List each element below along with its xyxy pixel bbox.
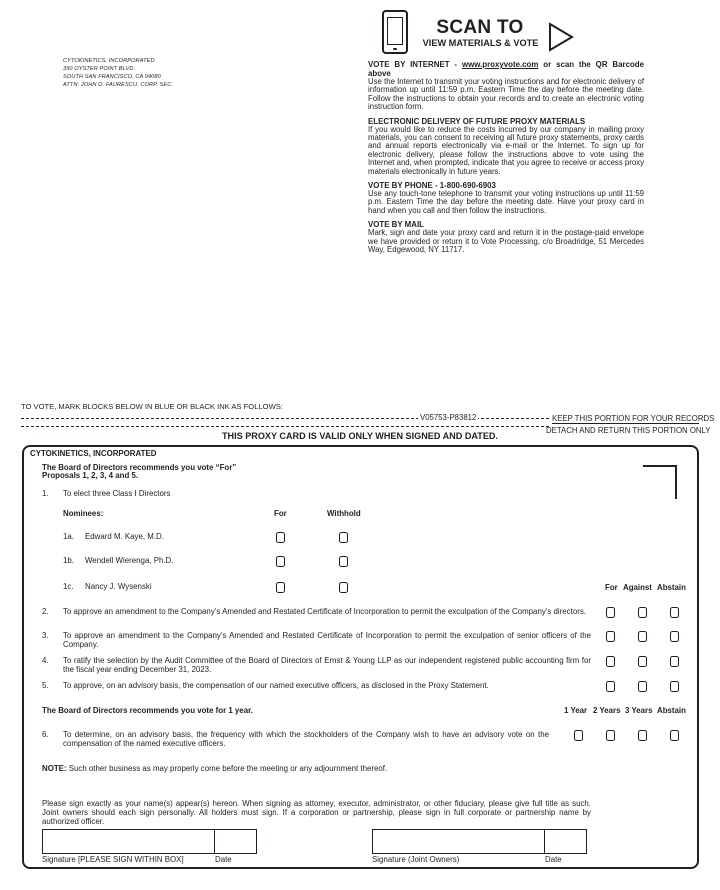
keep-portion-label: KEEP THIS PORTION FOR YOUR RECORDS [552, 414, 715, 423]
proposal-for-checkbox[interactable] [606, 607, 615, 618]
proposal-text: To elect three Class I Directors [63, 489, 171, 498]
company-name: CYTOKINETICS, INCORPORATED [30, 449, 157, 458]
nominee-withhold-checkbox[interactable] [339, 582, 348, 593]
phone-body: Use any touch-tone telephone to transmit your voting instructions up until 11:59 p.m. Eastern Time the day before the meeting date. Have your proxy card in hand when you call and then follow the instructions. [368, 189, 644, 215]
board-recommendation: The Board of Directors recommends you vote “For” [42, 463, 237, 472]
joint-signature-box[interactable] [372, 829, 545, 854]
for-column-label: For [274, 509, 287, 518]
address-line: CYTOKINETICS, INCORPORATED [63, 58, 155, 64]
date-box[interactable] [214, 829, 257, 854]
two-years-column-label: 2 Years [593, 706, 621, 715]
proposal-number: 2. [42, 607, 49, 616]
address-line: SOUTH SAN FRANCISCO, CA 94080 [63, 73, 161, 80]
signature-label: Signature [PLEASE SIGN WITHIN BOX] [42, 855, 184, 864]
proposal-for-checkbox[interactable] [606, 631, 615, 642]
one-year-column-label: 1 Year [564, 706, 588, 715]
sign-instructions: Please sign exactly as your name(s) appear(s) hereon. When signing as attorney, executor, administrator, or other fiduciary, please give full title as such. Joint owners should each sign personally. All holders must sign. If a corporation or partnership, please sign in full corporate or partnership name by authorized officer. [42, 799, 591, 826]
nominee-number: 1b. [63, 556, 74, 565]
proposal-against-checkbox[interactable] [638, 656, 647, 667]
proposal-number: 4. [42, 656, 49, 665]
phone-heading: VOTE BY PHONE - 1-800-690-6903 [368, 181, 496, 191]
valid-notice: THIS PROXY CARD IS VALID ONLY WHEN SIGNED AND DATED. [221, 431, 499, 441]
control-code: V05753-P83812 [420, 413, 477, 422]
proposal-abstain-checkbox[interactable] [670, 631, 679, 642]
proposal-against-checkbox[interactable] [638, 607, 647, 618]
nominee-for-checkbox[interactable] [276, 582, 285, 593]
proposal-abstain-checkbox[interactable] [670, 656, 679, 667]
nominee-for-checkbox[interactable] [276, 532, 285, 543]
scan-title: SCAN TO [436, 17, 524, 38]
proposal-number: 1. [42, 489, 49, 498]
electronic-body: If you would like to reduce the costs incurred by our company in mailing proxy materials, you can consent to receiving all future proxy statements, proxy cards and annual reports electronically via e-mail or the Internet. To sign up for electronic delivery, please follow the instructions above to vote using the Internet and, when prompted, indicate that you agree to receive or access proxy materials electronically in future years. [368, 124, 644, 176]
nominee-withhold-checkbox[interactable] [339, 556, 348, 567]
note: NOTE: Such other business as may properly come before the meeting or any adjournment thereof. [42, 764, 388, 773]
electronic-heading: ELECTRONIC DELIVERY OF FUTURE PROXY MATERIALS [368, 116, 586, 126]
abstain-column-label: Abstain [657, 583, 686, 592]
proposal-for-checkbox[interactable] [606, 681, 615, 692]
proposal-number: 5. [42, 681, 49, 690]
frequency-abstain-checkbox[interactable] [670, 730, 679, 741]
nominee-name: Edward M. Kaye, M.D. [85, 532, 164, 541]
nominee-name: Nancy J. Wysenski [85, 582, 152, 591]
joint-signature-label: Signature (Joint Owners) [372, 855, 460, 864]
joint-date-box[interactable] [544, 829, 587, 854]
nominee-number: 1c. [63, 582, 74, 591]
detach-line [21, 426, 549, 427]
against-column-label: Against [623, 583, 652, 592]
nominee-for-checkbox[interactable] [276, 556, 285, 567]
nominees-label: Nominees: [63, 509, 104, 518]
proposal-text: To approve, on an advisory basis, the compensation of our named executive officers, as disclosed in the Proxy Statement. [63, 681, 489, 690]
three-years-column-label: 3 Years [625, 706, 653, 715]
scan-subtitle: VIEW MATERIALS & VOTE [422, 38, 539, 48]
proposal-for-checkbox[interactable] [606, 656, 615, 667]
for-column-label: For [605, 583, 618, 592]
proposal-against-checkbox[interactable] [638, 681, 647, 692]
internet-body: Use the Internet to transmit your voting instructions and for electronic delivery of information up until 11:59 p.m. Eastern Time the day before the meeting date. Follow the instructions to obtain your records and to create an electronic voting instruction form. [368, 77, 644, 112]
frequency-two-years-checkbox[interactable] [606, 730, 615, 741]
frequency-three-years-checkbox[interactable] [638, 730, 647, 741]
mail-body: Mark, sign and date your proxy card and return it in the postage-paid envelope we have provided or return it to Vote Processing, c/o Broadridge, 51 Mercedes Way, Edgewood, NY 11717. [368, 228, 644, 255]
divider [552, 423, 699, 424]
mail-heading: VOTE BY MAIL [368, 220, 424, 230]
withhold-column-label: Withhold [327, 509, 361, 518]
proposal-text: To determine, on an advisory basis, the frequency with which the stockholders of the Company wish to have an advisory vote on the compensation of the named executive officers. [63, 730, 549, 748]
corner-mark [643, 465, 677, 499]
to-vote-instruction: TO VOTE, MARK BLOCKS BELOW IN BLUE OR BLACK INK AS FOLLOWS: [21, 402, 283, 411]
proposal-abstain-checkbox[interactable] [670, 607, 679, 618]
board-recommendation-frequency: The Board of Directors recommends you vote for 1 year. [42, 706, 253, 715]
proposal-text: To ratify the selection by the Audit Committee of the Board of Directors of Ernst & Young LLP as our independent registered public accounting firm for the fiscal year ending December 31, 2023. [63, 656, 591, 674]
internet-heading: VOTE BY INTERNET - www.proxyvote.com or scan the QR Barcode above [368, 60, 644, 78]
detach-portion-label: DETACH AND RETURN THIS PORTION ONLY [546, 426, 711, 435]
proposal-number: 6. [42, 730, 49, 739]
mailing-address [63, 58, 173, 90]
abstain-column-label: Abstain [657, 706, 686, 715]
address-line: ATTN: JOHN O. FAURESCU, CORP. SEC. [63, 81, 174, 88]
proposal-text: To approve an amendment to the Company’s Amended and Restated Certificate of Incorporation to permit the exculpation of senior officers of the Company. [63, 631, 591, 649]
play-arrow-icon [548, 22, 574, 52]
date-label: Date [215, 855, 232, 864]
signature-box[interactable] [42, 829, 215, 854]
voting-instructions [368, 60, 644, 260]
phone-icon [382, 10, 408, 54]
address-line: 350 OYSTER POINT BLVD. [63, 65, 136, 72]
proposal-number: 3. [42, 631, 49, 640]
frequency-one-year-checkbox[interactable] [574, 730, 583, 741]
proposal-text: To approve an amendment to the Company’s Amended and Restated Certificate of Incorporation to permit the exculpation of the Company’s directors. [63, 607, 586, 616]
proposal-against-checkbox[interactable] [638, 631, 647, 642]
nominee-number: 1a. [63, 532, 74, 541]
nominee-withhold-checkbox[interactable] [339, 532, 348, 543]
joint-date-label: Date [545, 855, 562, 864]
nominee-name: Wendell Wierenga, Ph.D. [85, 556, 174, 565]
board-recommendation: Proposals 1, 2, 3, 4 and 5. [42, 471, 139, 480]
proxyvote-link[interactable]: www.proxyvote.com [461, 60, 539, 69]
proposal-abstain-checkbox[interactable] [670, 681, 679, 692]
